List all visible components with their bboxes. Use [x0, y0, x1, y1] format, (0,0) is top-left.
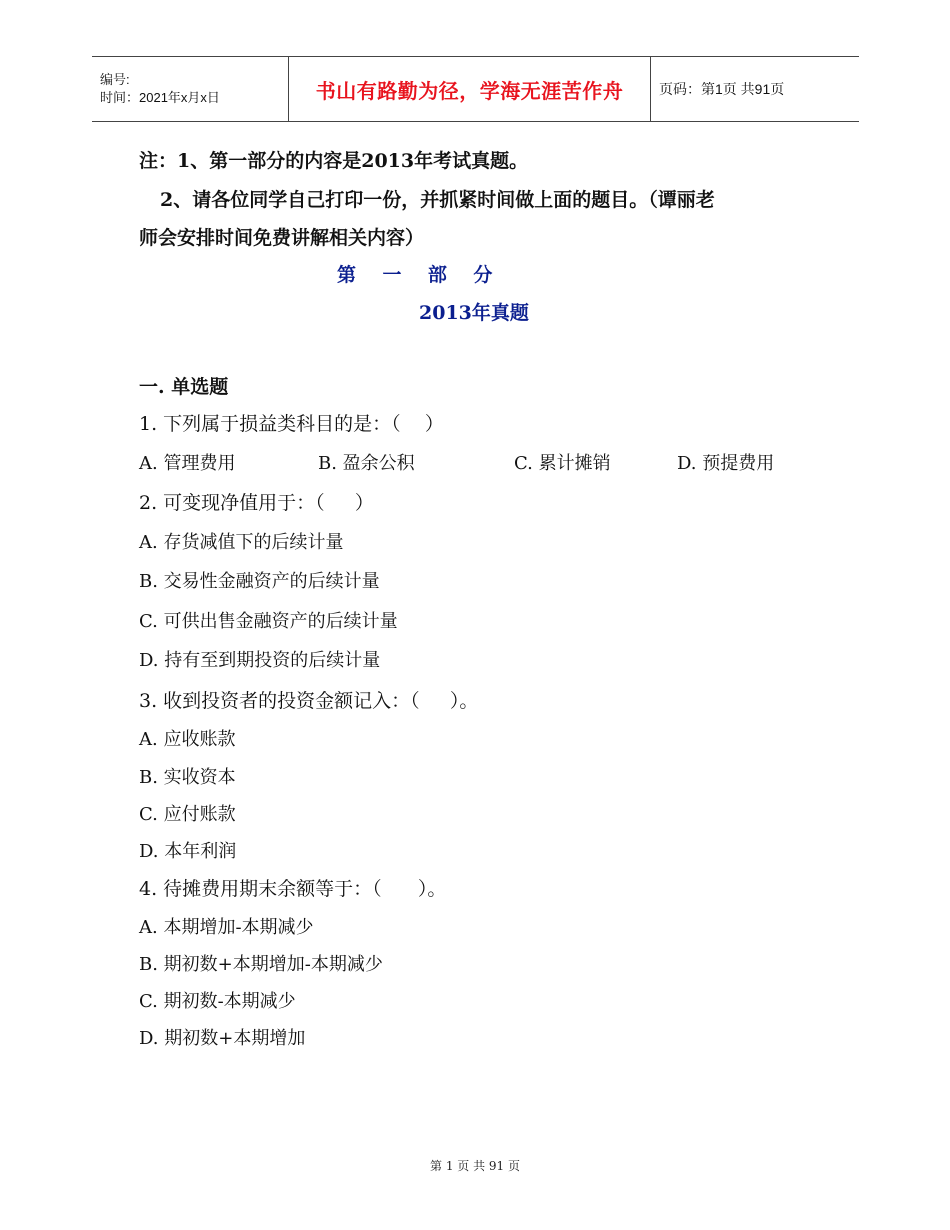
note-line-2: 2、请各位同学自己打印一份，并抓紧时间做上面的题目。（谭丽老 — [160, 189, 715, 211]
question-4-option-a: A. 本期增加-本期减少 — [139, 917, 314, 938]
question-2-option-b: B. 交易性金融资产的后续计量 — [139, 571, 380, 592]
question-2-option-c: C. 可供出售金融资产的后续计量 — [139, 611, 398, 632]
question-4-option-b: B. 期初数+本期增加-本期减少 — [139, 954, 383, 975]
question-1-stem: 1. 下列属于损益类科目的是：（ ） — [139, 413, 444, 435]
note-line-3: 师会安排时间免费讲解相关内容） — [139, 227, 425, 249]
question-1-option-c: C. 累计摊销 — [514, 453, 611, 474]
question-4-option-c: C. 期初数-本期减少 — [139, 991, 296, 1012]
question-1-option-b: B. 盈余公积 — [318, 453, 415, 474]
question-1-option-a: A. 管理费用 — [139, 453, 236, 474]
page-footer: 第 1 页 共 91 页 — [430, 1159, 520, 1173]
section-title: 一. 单选题 — [139, 376, 229, 398]
time-label: 时间：2021年x月x日 — [100, 90, 220, 105]
question-4-option-d: D. 期初数+本期增加 — [139, 1028, 306, 1049]
question-2-stem: 2. 可变现净值用于：（ ） — [139, 492, 374, 514]
question-1-option-d: D. 预提费用 — [677, 453, 775, 474]
question-2-option-a: A. 存货减值下的后续计量 — [139, 532, 344, 553]
question-3-option-c: C. 应付账款 — [139, 804, 236, 825]
note-line-1: 注：1、第一部分的内容是2013年考试真题。 — [139, 150, 529, 172]
header-meta — [92, 57, 288, 121]
number-label: 编号: — [100, 72, 130, 87]
question-2-option-d: D. 持有至到期投资的后续计量 — [139, 650, 381, 671]
question-3-option-b: B. 实收资本 — [139, 767, 236, 788]
part-subtitle: 2013年真题 — [419, 302, 529, 324]
question-3-stem: 3. 收到投资者的投资金额记入：（ ）。 — [139, 690, 479, 712]
motto-text: 书山有路勤为径，学海无涯苦作舟 — [315, 80, 624, 103]
question-3-option-a: A. 应收账款 — [139, 729, 236, 750]
header-page-info: 页码：第1页 共91页 — [659, 81, 785, 97]
question-4-stem: 4. 待摊费用期末余额等于：（ ）。 — [139, 878, 447, 900]
page-header — [92, 56, 859, 122]
question-3-option-d: D. 本年利润 — [139, 841, 237, 862]
header-motto-cell — [288, 57, 651, 121]
part-title: 第 一 部 分 — [337, 264, 493, 286]
